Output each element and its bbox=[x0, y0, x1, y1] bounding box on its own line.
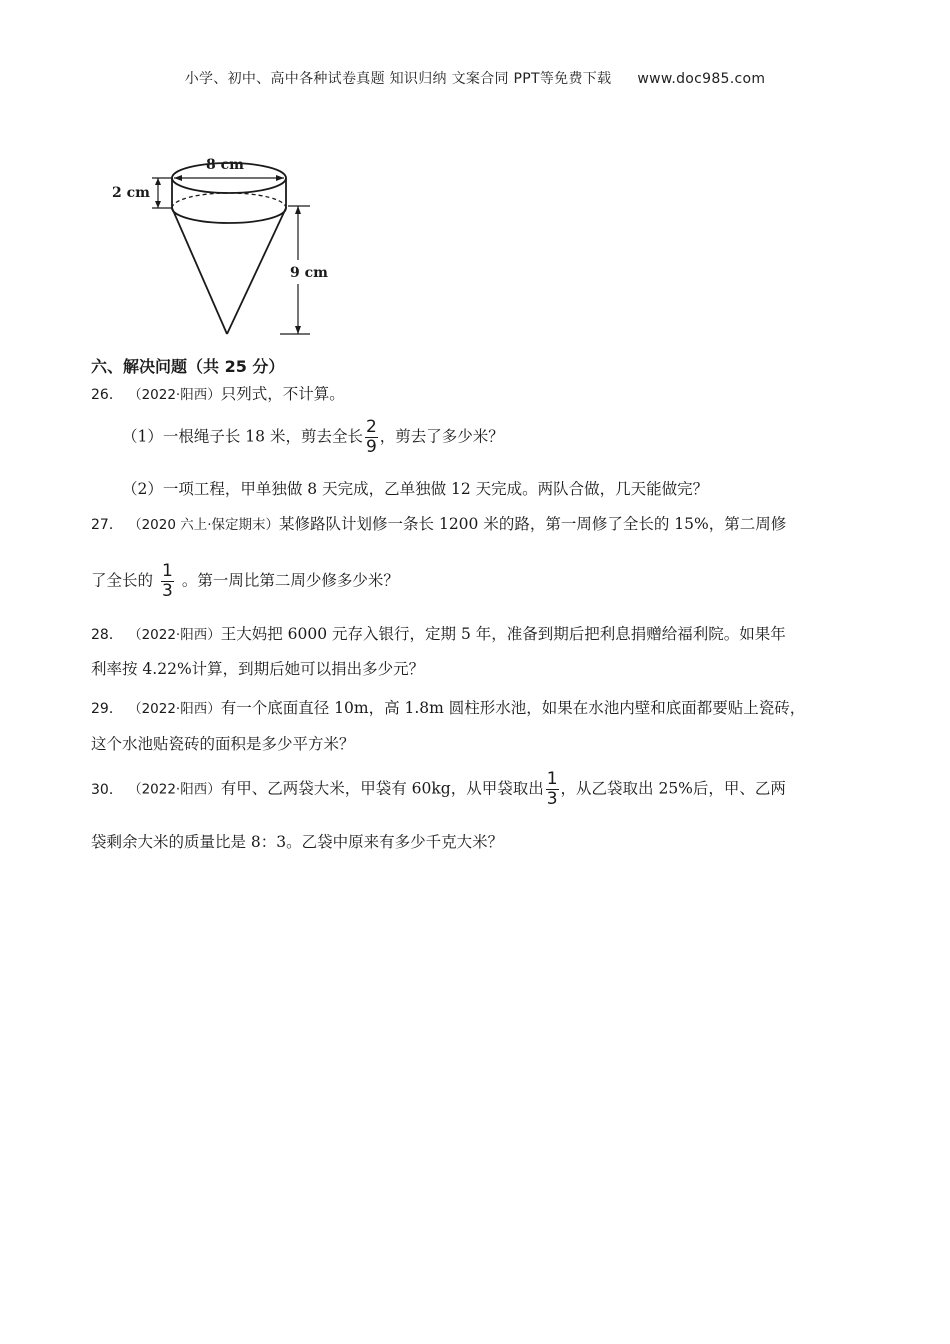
label-diameter: 8 cm bbox=[206, 157, 244, 173]
question-text: 只列式，不计算。 bbox=[220, 385, 345, 403]
part-text-pre: （1）一根绳子长 18 米，剪去全长 bbox=[122, 427, 363, 446]
question-number: 27． bbox=[91, 517, 123, 533]
header-text: 小学、初中、高中各种试卷真题 知识归纳 文案合同 PPT等免费下载 bbox=[184, 71, 612, 87]
fraction-numerator: 1 bbox=[546, 769, 558, 789]
label-cyl-height: 2 cm bbox=[112, 185, 150, 201]
fraction-2-9 bbox=[365, 418, 378, 457]
question-26-part-1 bbox=[122, 418, 504, 457]
cylinder-cone-figure bbox=[110, 138, 330, 342]
question-number: 30． bbox=[91, 781, 123, 798]
cylinder-bottom-edge bbox=[172, 208, 286, 223]
question-text: 有一个底面直径 10m，高 1.8m 圆柱形水池，如果在水池内壁和底面都要贴上瓷砖， bbox=[220, 699, 806, 717]
question-text-post: 。第一周比第二周少修多少米？ bbox=[181, 571, 399, 590]
question-29-line-2: 这个水池贴瓷砖的面积是多少平方米？ bbox=[91, 735, 355, 753]
section-title: 六、解决问题（共 25 分） bbox=[91, 357, 285, 376]
question-27-line-1 bbox=[91, 512, 786, 534]
fraction-denominator: 3 bbox=[162, 581, 173, 601]
question-27-line-2 bbox=[91, 562, 399, 601]
question-source: （2020 六上·保定期末） bbox=[134, 517, 280, 533]
question-28-line-2: 利率按 4.22%计算，到期后她可以捐出多少元？ bbox=[91, 660, 425, 678]
question-28-line-1 bbox=[91, 622, 786, 644]
part-text-post: ，剪去了多少米？ bbox=[379, 427, 504, 446]
question-number: 29． bbox=[91, 701, 123, 717]
question-number: 26． bbox=[91, 387, 123, 403]
fraction-numerator: 2 bbox=[365, 417, 377, 437]
cylinder-hidden-edge bbox=[172, 193, 286, 208]
question-text-pre: 有甲、乙两袋大米，甲袋有 60kg，从甲袋取出 bbox=[220, 779, 544, 798]
fraction-1-3 bbox=[161, 562, 174, 601]
question-number: 28． bbox=[91, 627, 123, 643]
question-source: （2022·阳西） bbox=[134, 387, 221, 403]
fraction-denominator: 9 bbox=[365, 437, 377, 457]
question-text: 某修路队计划修一条长 1200 米的路，第一周修了全长的 15%，第二周修 bbox=[279, 515, 787, 533]
question-source: （2022·阳西） bbox=[134, 627, 221, 643]
question-26-part-2: （2）一项工程，甲单独做 8 天完成，乙单独做 12 天完成。两队合做，几天能做完？ bbox=[122, 480, 709, 498]
page-header bbox=[0, 68, 950, 88]
question-text-pre: 了全长的 bbox=[91, 571, 154, 590]
question-29-line-1 bbox=[91, 696, 805, 718]
fraction-denominator: 3 bbox=[546, 789, 558, 809]
fraction-numerator: 1 bbox=[162, 561, 173, 581]
question-source: （2022·阳西） bbox=[134, 781, 221, 798]
question-30-line-2: 袋剩余大米的质量比是 8：3。乙袋中原来有多少千克大米？ bbox=[91, 833, 504, 851]
label-cone-height: 9 cm bbox=[290, 265, 328, 281]
question-text-post: ，从乙袋取出 25%后，甲、乙两 bbox=[560, 779, 786, 798]
question-30-line-1 bbox=[91, 770, 786, 809]
question-26 bbox=[91, 382, 345, 404]
cone-left-side bbox=[172, 208, 227, 334]
cone-right-side bbox=[227, 208, 286, 334]
question-source: （2022·阳西） bbox=[134, 701, 221, 717]
question-text: 王大妈把 6000 元存入银行，定期 5 年，准备到期后把利息捐赠给福利院。如果年 bbox=[220, 625, 786, 643]
fraction-1-3 bbox=[546, 770, 559, 809]
header-url: www.doc985.com bbox=[637, 71, 766, 87]
